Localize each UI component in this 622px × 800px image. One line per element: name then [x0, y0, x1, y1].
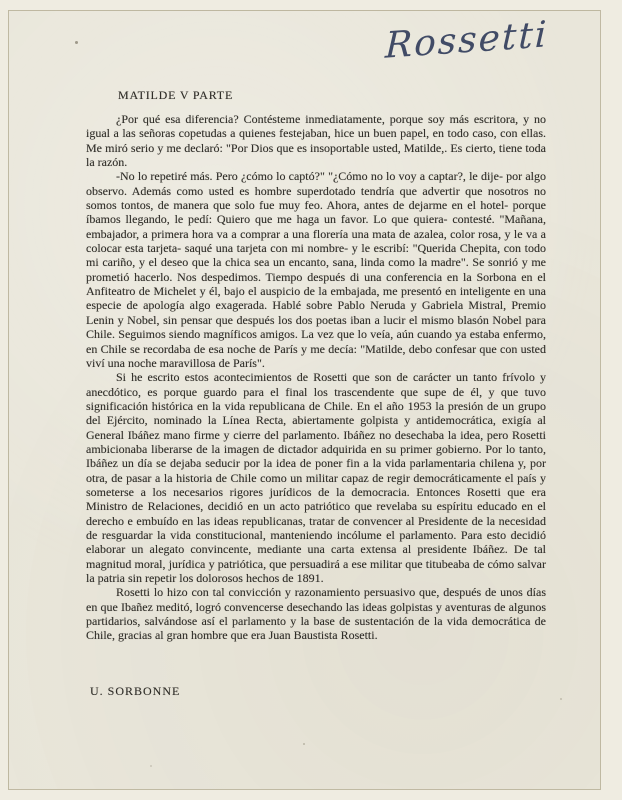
paper-speck	[75, 41, 78, 44]
paragraph: -No lo repetiré más. Pero ¿cómo lo captó?" "¿Cómo no lo voy a captar?, le dije- por algo observo. Además como usted es hombre superdotado tendría que advertir que nosotros no somos tontos, de manera que solo fue muy feo. Ahora, antes de dejarme en el hotel- porque íbamos llegando, le pedí: Quiero que me haga un favor. Lo que quiera- contesté. "Mañana, embajador, a primera hora va a comprar a una florería una mata de azalea, color rosa, y le va a colocar esta tarjeta- saqué una tarjeta con mi nombre- y le escribí: "Querida Chepita, con todo mi cariño, y el deseo que la chica sea un encanto, sana, linda como la madre". Se sonrió y me prometió hacerlo. Nos despedimos. Tiempo después di una conferencia en la Sorbona en el Anfiteatro de Michelet y él, bajo el auspicio de la embajada, me presentó en inteligente en una especie de apología algo exagerada. Hablé sobre Pablo Neruda y Gabriela Mistral, Premio Lenin y Nobel, sin pensar que después los dos poetas iban a lucir el mismo blasón Nobel para Chile. Seguimos siendo magníficos amigos. La vez que lo veía, aún cuando ya estaba enfermo, en Chile se recordaba de esa noche de París y me decía: "Matilde, debo confesar que con usted viví una noche maravillosa de París".	[86, 169, 546, 370]
paragraph: Si he escrito estos acontecimientos de Rosetti que son de carácter un tanto frívolo y anecdótico, es porque guardo para el final los trascendente que supe de él, y que tuvo significación histórica en la vida republicana de Chile. En el año 1953 la presión de un grupo del Ejército, nominado la Línea Recta, abiertamente golpista y antidemocrática, exigía al General Ibáñez mano firme y cierre del parlamento. Ibáñez no desechaba la idea, pero Rosetti ambicionaba liberarse de la imagen de dictador adquirida en su primer gobierno. Por lo tanto, Ibáñez un día se dejaba seducir por la idea de poner fin a la vida parlamentaria chilena y, por otra, de pasar a la historia de Chile como un militar capaz de regir democráticamente el país y someterse a los necesarios rigores jurídicos de la democracia. Entonces Rosetti que era Ministro de Relaciones, decidió en un acto patriótico que revelaba su espíritu educado en el derecho e embuído en las ideas republicanas, tratar de convencer al Presidente de la necesidad de resguardar la vida constitucional, manteniendo incólume el parlamento. Para esto decidió elaborar un alegato convincente, mediante una carta extensa al presidente Ibáñez. De tal magnitud moral, jurídica y patriótica, que persuadirá a ese militar que titubeaba de cómo salvar la patria sin repetir los dolorosos hechos de 1891.	[86, 370, 546, 585]
handwritten-signature: Rossetti	[384, 14, 550, 67]
document-title: MATILDE V PARTE	[118, 88, 234, 102]
paper-speck	[150, 765, 152, 767]
paragraph: ¿Por qué esa diferencia? Contésteme inmediatamente, porque soy más escritora, y no igual a las señoras copetudas a quienes festejaban, hice un buen papel, en todo caso, con ellas. Me miró serio y me declaró: "Por Dios que es insoportable usted, Matilde,. Es cierto, tiene toda la razón.	[86, 112, 546, 170]
paper-speck	[560, 698, 562, 700]
paragraph: Rosetti lo hizo con tal convicción y razonamiento persuasivo que, después de unos días en que Ibañez meditó, logró convencerse desechando las ideas golpistas y aventuras de algunos partidarios, salvándose así el parlamento y la base de sustentación de la vida democrática de Chile, gracias al gran hombre que era Juan Baustista Rosetti.	[86, 585, 546, 643]
paper-speck	[303, 743, 305, 745]
footer-note: U. SORBONNE	[90, 684, 181, 698]
document-body	[86, 112, 546, 643]
